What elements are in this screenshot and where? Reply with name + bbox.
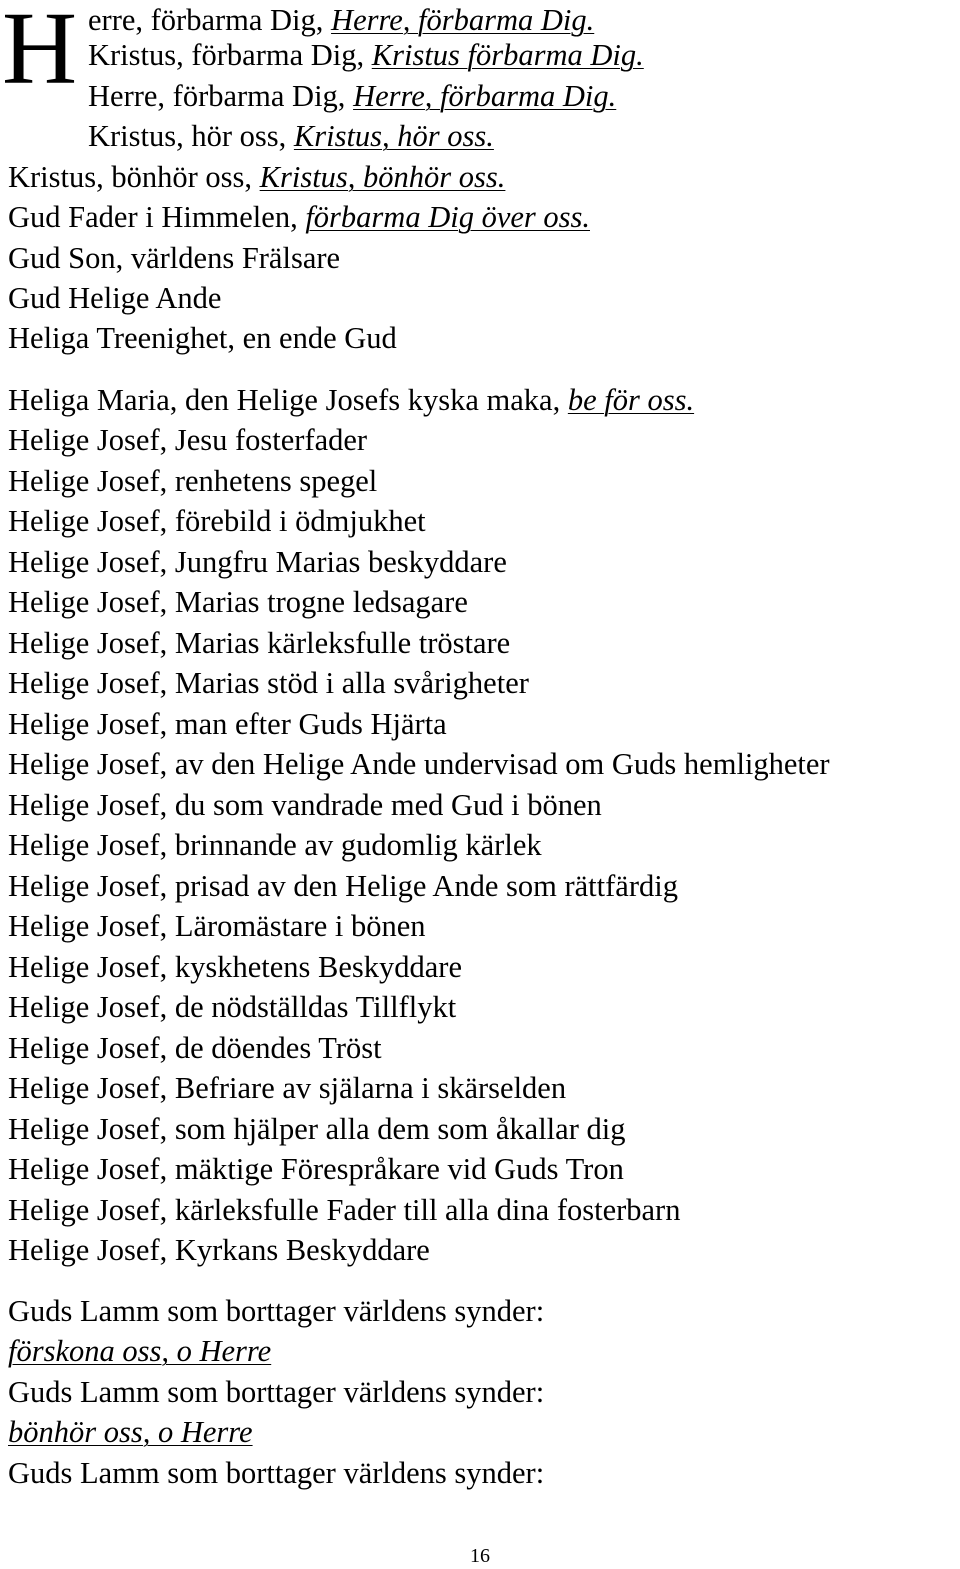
- line-call: Helige Josef, Befriare av själarna i skärselden: [8, 1071, 567, 1105]
- drop-cap: H: [2, 0, 78, 106]
- line-call: Helige Josef, Marias stöd i alla svårigheter: [8, 666, 529, 700]
- line-response: Kristus, bönhör oss.: [259, 160, 506, 194]
- line-call: Kristus, förbarma Dig,: [88, 38, 372, 72]
- line-call: Helige Josef, renhetens spegel: [8, 464, 378, 498]
- litany-line: [8, 1331, 271, 1371]
- line-response: Kristus förbarma Dig.: [371, 38, 644, 72]
- line-call: Helige Josef, kärleksfulle Fader till alla dina fosterbarn: [8, 1193, 681, 1227]
- litany-line: [8, 238, 340, 278]
- line-call: Helige Josef, Jesu fosterfader: [8, 423, 368, 457]
- page-number: 16: [470, 1545, 490, 1567]
- litany-line: [8, 704, 447, 744]
- line-call: Helige Josef, Kyrkans Beskyddare: [8, 1233, 430, 1267]
- litany-line: [8, 825, 542, 865]
- litany-line: [88, 116, 494, 156]
- line-call: Helige Josef, kyskhetens Beskyddare: [8, 950, 463, 984]
- line-response: förskona oss, o Herre: [8, 1334, 272, 1368]
- litany-line: [8, 461, 377, 501]
- line-call: erre, förbarma Dig,: [88, 3, 332, 37]
- line-call: Helige Josef, av den Helige Ande undervisad om Guds hemligheter: [8, 747, 830, 781]
- litany-line: [8, 380, 694, 420]
- litany-line: [8, 1412, 253, 1452]
- line-call: Helige Josef, förebild i ödmjukhet: [8, 504, 426, 538]
- litany-line: [8, 501, 426, 541]
- litany-line: [8, 420, 367, 460]
- litany-line: [8, 906, 426, 946]
- line-call: Helige Josef, Marias trogne ledsagare: [8, 585, 468, 619]
- line-call: Gud Son, världens Frälsare: [8, 241, 341, 275]
- litany-line: [8, 623, 510, 663]
- line-call: Guds Lamm som borttager världens synder:: [8, 1294, 545, 1328]
- line-call: Helige Josef, som hjälper alla dem som åkallar dig: [8, 1112, 626, 1146]
- line-call: Helige Josef, mäktige Förespråkare vid Guds Tron: [8, 1152, 624, 1186]
- line-call: Helige Josef, brinnande av gudomlig kärlek: [8, 828, 542, 862]
- litany-line: [8, 1453, 544, 1493]
- litany-line: [8, 1230, 430, 1270]
- line-call: Helige Josef, Läromästare i bönen: [8, 909, 426, 943]
- line-response: Kristus, hör oss.: [293, 119, 494, 153]
- line-call: Kristus, hör oss,: [88, 119, 294, 153]
- line-call: Heliga Treenighet, en ende Gud: [8, 321, 397, 355]
- line-call: Heliga Maria, den Helige Josefs kyska maka,: [8, 383, 568, 417]
- litany-line: [8, 1291, 544, 1331]
- litany-line: [8, 542, 507, 582]
- line-call: Helige Josef, de döendes Tröst: [8, 1031, 382, 1065]
- line-call: Helige Josef, man efter Guds Hjärta: [8, 707, 447, 741]
- line-call: Herre, förbarma Dig,: [88, 79, 354, 113]
- litany-line: [8, 947, 462, 987]
- line-call: Helige Josef, Marias kärleksfulle tröstare: [8, 626, 511, 660]
- line-call: Guds Lamm som borttager världens synder:: [8, 1375, 545, 1409]
- litany-line: [8, 744, 830, 784]
- litany-line: [8, 663, 529, 703]
- line-response: bönhör oss, o Herre: [8, 1415, 253, 1449]
- line-call: Helige Josef, du som vandrade med Gud i bönen: [8, 788, 602, 822]
- line-call: Helige Josef, Jungfru Marias beskyddare: [8, 545, 507, 579]
- litany-line: [8, 582, 468, 622]
- litany-line: [8, 1028, 382, 1068]
- litany-line: [8, 318, 397, 358]
- litany-line: [8, 278, 221, 318]
- line-call: Helige Josef, prisad av den Helige Ande som rättfärdig: [8, 869, 678, 903]
- litany-line: [8, 987, 456, 1027]
- line-call: Gud Fader i Himmelen,: [8, 200, 306, 234]
- litany-line: [8, 1190, 680, 1230]
- line-call: Helige Josef, de nödställdas Tillflykt: [8, 990, 457, 1024]
- litany-line: [8, 1372, 544, 1412]
- line-response: förbarma Dig över oss.: [305, 200, 590, 234]
- line-call: Guds Lamm som borttager världens synder:: [8, 1456, 545, 1490]
- litany-line: [8, 1149, 624, 1189]
- litany-line: [8, 1068, 566, 1108]
- line-response: Herre, förbarma Dig.: [353, 79, 617, 113]
- line-response: Herre, förbarma Dig.: [331, 3, 595, 37]
- litany-line: [88, 0, 594, 40]
- line-call: Kristus, bönhör oss,: [8, 160, 260, 194]
- litany-line: [88, 35, 644, 75]
- litany-line: [8, 866, 678, 906]
- litany-line: [8, 197, 590, 237]
- line-response: be för oss.: [567, 383, 695, 417]
- litany-line: [8, 1109, 625, 1149]
- line-call: Gud Helige Ande: [8, 281, 222, 315]
- litany-line: [88, 76, 616, 116]
- litany-line: [8, 785, 602, 825]
- litany-line: [8, 157, 505, 197]
